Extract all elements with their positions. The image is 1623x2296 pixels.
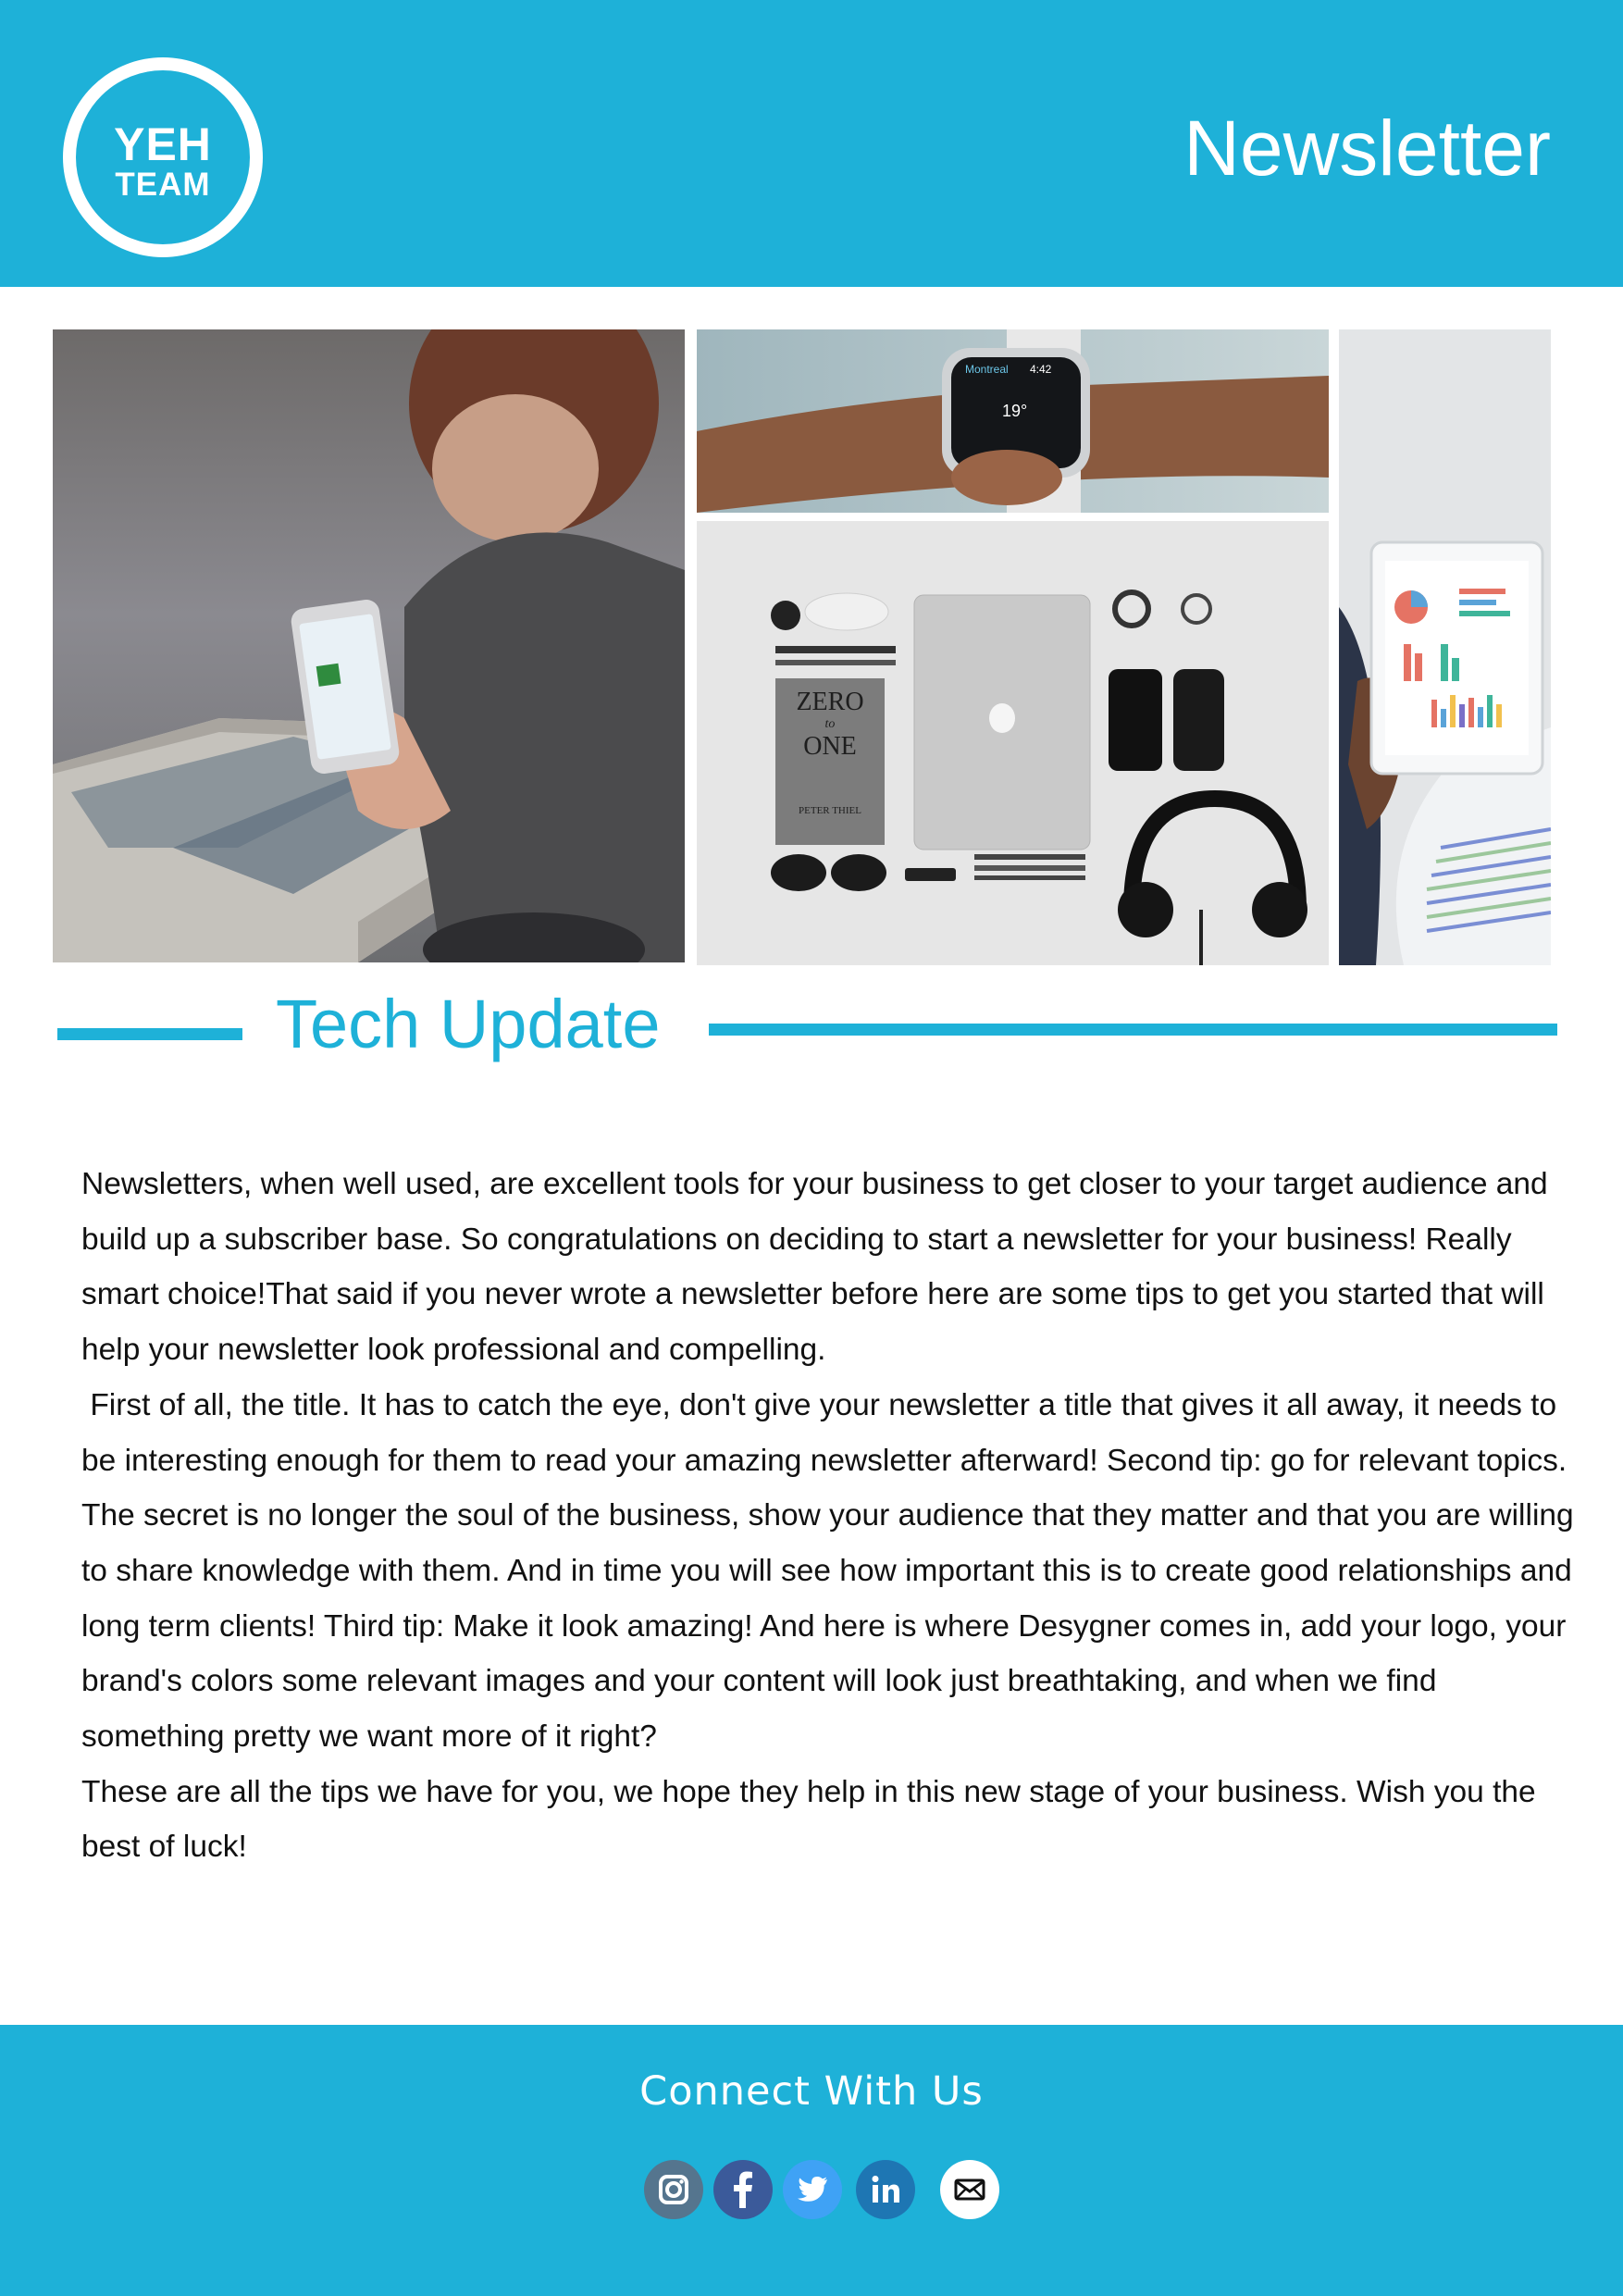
twitter-icon[interactable] [783, 2160, 842, 2219]
section-title: Tech Update [276, 986, 661, 1062]
desk-flatlay-photo [697, 521, 1329, 965]
article-paragraph-2: First of all, the title. It has to catch the eye, don't give your newsletter a title that gives it all away, it needs to be interesting enough for them to read your amazing newsletter afterward! Second tip: go for relevant topics. The secret is no longer the soul of the business, show your audience that they matter and that you are willing to share knowledge with them. And in time you will see how important this is to create good relationships and long term clients! Third tip: Make it look amazing! And here is where Desygner comes in, add your logo, your brand's colors some relevant images and your content will look just breathtaking, and when we find something pretty we want more of it right? [81, 1387, 1582, 1755]
section-rule-left [57, 1028, 242, 1040]
newsletter-title: Newsletter [1183, 105, 1551, 192]
watch-city: Montreal [965, 363, 1009, 376]
tablet-charts-photo [1339, 329, 1551, 965]
yeh-team-logo [63, 57, 263, 257]
book-title-line1: ZERO [796, 688, 864, 716]
logo-text-line2: TEAM [115, 167, 211, 203]
connect-heading: Connect With Us [639, 2068, 984, 2115]
article-body [81, 1157, 1580, 1875]
book-title-line3: ONE [803, 732, 857, 761]
logo-text-line1: YEH [114, 118, 212, 170]
smartwatch-photo [697, 329, 1329, 513]
email-icon[interactable] [940, 2160, 999, 2219]
facebook-icon[interactable] [713, 2160, 773, 2219]
woman-with-phone-photo [53, 329, 685, 962]
book-author: PETER THIEL [799, 805, 861, 816]
book-title-line2: to [824, 717, 836, 731]
watch-time: 4:42 [1030, 363, 1052, 376]
watch-temp: 19° [1002, 402, 1028, 420]
article-paragraph-1: Newsletters, when well used, are excellent tools for your business to get closer to your target audience and build up a subscriber base. So congratulations on deciding to start a newsletter for your business! Really smart choice!That said if you never wrote a newsletter before here are some tips to get you started that will help your newsletter look professional and compelling. [81, 1167, 1556, 1368]
section-rule-right [709, 1024, 1557, 1036]
instagram-icon[interactable] [644, 2160, 703, 2219]
header-banner [0, 0, 1623, 287]
article-paragraph-3: These are all the tips we have for you, we hope they help in this new stage of your business. Wish you the best of luck! [81, 1774, 1544, 1865]
linkedin-icon[interactable] [856, 2160, 915, 2219]
